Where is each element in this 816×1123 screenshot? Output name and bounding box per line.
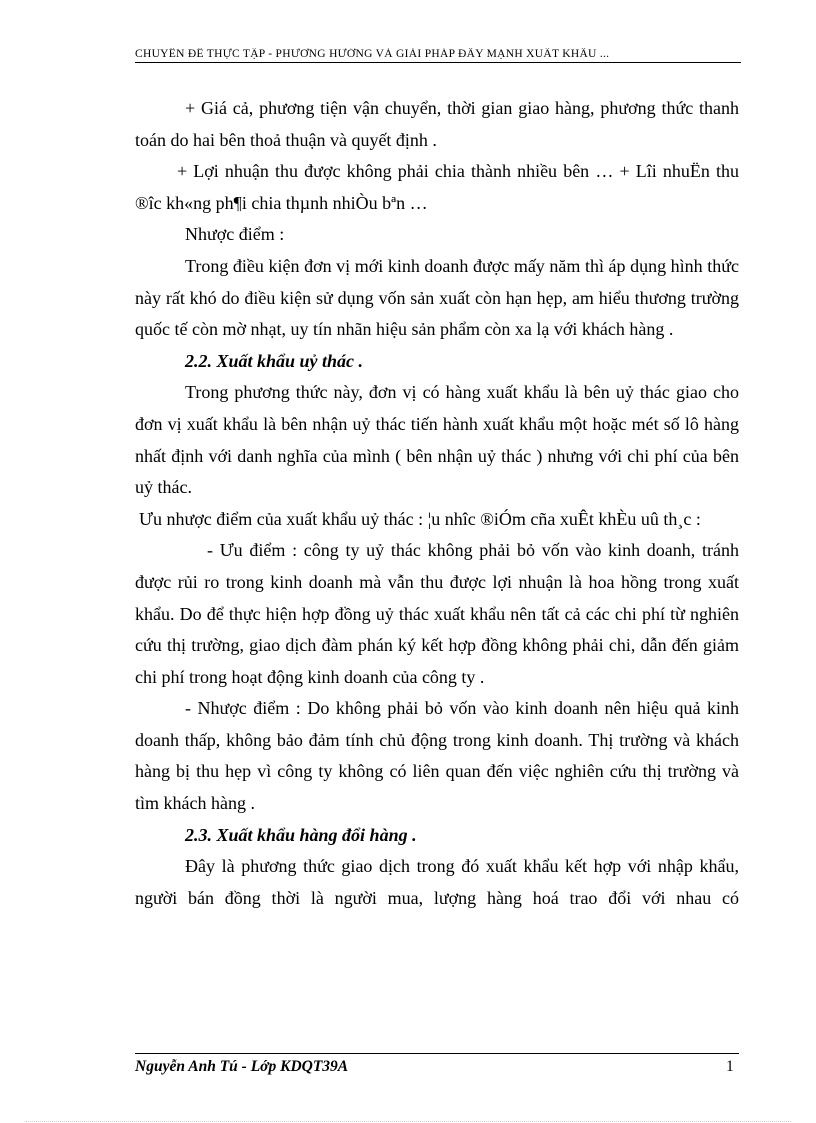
page-number: 1 [726, 1058, 734, 1075]
footer-author: Nguyễn Anh Tú - Lớp KDQT39A [135, 1058, 349, 1075]
running-header: CHUYÊN ĐỀ THỰC TẬP - PHƯƠNG HƯỚNG VÀ GIẢI PHÁP ĐẨY MẠNH XUẤT KHẨU ... [135, 48, 741, 63]
section-heading-2-2: 2.2. Xuất khẩu uỷ thác . [185, 350, 364, 371]
paragraph-price-terms: + Giá cả, phương tiện vận chuyển, thời gian giao hàng, phương thức thanh toán do hai bên thoả thuận và quyết định . [135, 98, 739, 150]
page-edge-divider [25, 1121, 791, 1122]
paragraph-disadvantages-label: Nhược điểm : [185, 224, 285, 245]
paragraph-entrusted-disadvantages: - Nhược điểm : Do không phải bỏ vốn vào kinh doanh nên hiệu quả kinh doanh thấp, không bảo đảm tính chủ động trong kinh doanh. Thị trường và khách hàng bị thu hẹp vì công ty không có liên quan đến việc nghiên cứu thị trường và tìm khách hàng . [135, 698, 739, 814]
paragraph-advantages: - Ưu điểm : công ty uỷ thác không phải bỏ vốn vào kinh doanh, tránh được rủi ro trong kinh doanh mà vẫn thu được lợi nhuận là hoa hồng trong xuất khẩu. Do để thực hiện hợp đồng uỷ thác xuất khẩu nên tất cả các chi phí từ nghiên cứu thị trường, giao dịch đàm phán ký kết hợp đồng không phải chi, dẫn đến giảm chi phí trong hoạt động kinh doanh của công ty . [135, 540, 739, 687]
footer-divider [135, 1053, 739, 1054]
paragraph-disadvantages: Trong điều kiện đơn vị mới kinh doanh được mấy năm thì áp dụng hình thức này rất khó do điều kiện sử dụng vốn sản xuất còn hạn hẹp, am hiểu thương trường quốc tế còn mờ nhạt, uy tín nhãn hiệu sản phẩm còn xa lạ với khách hàng . [135, 255, 739, 340]
section-heading-2-3: 2.3. Xuất khẩu hàng đổi hàng . [185, 824, 417, 845]
paragraph-profit: + Lợi nhuận thu được không phải chia thành nhiều bên … + Lîi nhuËn thu ®îc kh«ng ph¶i chia thµnh nhiÒu bªn … [135, 161, 739, 213]
document-body [135, 93, 739, 914]
paragraph-barter: Đây là phương thức giao dịch trong đó xuất khẩu kết hợp với nhập khẩu, người bán đồng thời là người mua, lượng hàng hoá trao đổi với nhau có [135, 856, 739, 908]
paragraph-entrusted-export: Trong phương thức này, đơn vị có hàng xuất khẩu là bên uỷ thác giao cho đơn vị xuất khẩu là bên nhận uỷ thác tiến hành xuất khẩu một hoặc mét số lô hàng nhất định với danh nghĩa của mình ( bên nhận uỷ thác ) nhưng với chi phí của bên uỷ thác. [135, 382, 739, 498]
paragraph-pros-cons-label: Ưu nhược điểm của xuất khẩu uỷ thác : ¦u nhîc ®iÓm cña xuÊt khÈu uû th¸c : [139, 508, 701, 529]
